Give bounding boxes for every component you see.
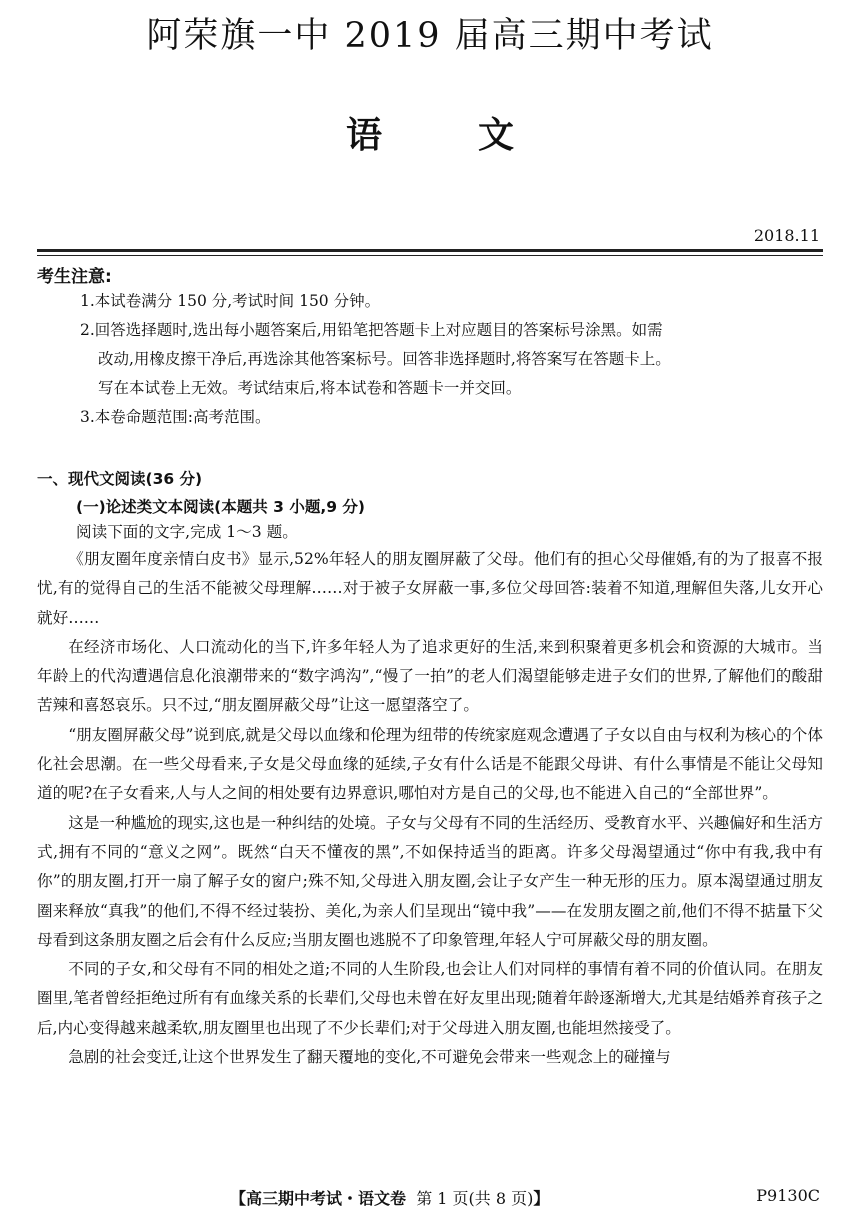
reading-instruction: 阅读下面的文字,完成 1～3 题。 <box>76 523 298 541</box>
passage-paragraph-4: 这是一种尴尬的现实,这也是一种纠结的处境。子女与父母有不同的生活经历、受教育水平、兴趣偏好和生活方式,拥有不同的“意义之网”。既然“白天不懂夜的黑”,不如保持适当的距离。许多父母渴望通过“你中有我,我中有你”的朋友圈,打开一扇了解子女的窗户;殊不知,父母进入朋友圈,会让子女产生一种无形的压力。原本渴望通过朋友圈来释放“真我”的他们,不得不经过装扮、美化,为亲人们呈现出“镜中我”——在发朋友圈之前,他们不得不掂量下父母看到这条朋友圈之后会有什么反应;当朋友圈也逃脱不了印象管理,年轻人宁可屏蔽父母的朋友圈。 <box>37 813 823 949</box>
subsection-title: (一)论述类文本阅读(本题共 3 小题,9 分) <box>76 498 365 516</box>
notice-item-2b: 改动,用橡皮擦干净后,再选涂其他答案标号。回答非选择题时,将答案写在答题卡上。 <box>98 350 671 368</box>
page-footer <box>230 1186 549 1209</box>
section-title: 一、现代文阅读(36 分) <box>37 470 203 488</box>
footer-bracket-right: 】 <box>533 1189 550 1208</box>
notice-item-1: 1.本试卷满分 150 分,考试时间 150 分钟。 <box>80 292 381 310</box>
subject-char-1: 语 <box>345 115 382 156</box>
header-rule-thin <box>37 255 823 256</box>
notice-item-3: 3.本卷命题范围:高考范围。 <box>80 408 271 426</box>
notice-item-2c: 写在本试卷上无效。考试结束后,将本试卷和答题卡一并交回。 <box>98 379 522 397</box>
header-rule-thick <box>37 249 823 252</box>
passage-paragraph-6: 急剧的社会变迁,让这个世界发生了翻天覆地的变化,不可避免会带来一些观念上的碰撞与 <box>68 1048 671 1067</box>
exam-date: 2018.11 <box>753 226 820 245</box>
passage <box>37 545 823 1072</box>
notice-item-2a: 2.回答选择题时,选出每小题答案后,用铅笔把答题卡上对应题目的答案标号涂黑。如需 <box>80 321 663 339</box>
footer-exam-name: 高三期中考试・语文卷 <box>246 1189 407 1208</box>
notice-title: 考生注意: <box>37 267 112 287</box>
passage-paragraph-1: 《朋友圈年度亲情白皮书》显示,52%年轻人的朋友圈屏蔽了父母。他们有的担心父母催婚,有的为了报喜不报忧,有的觉得自己的生活不能被父母理解……对于被子女屏蔽一事,多位父母回答:装着不知道,理解但失落,儿女开心就好…… <box>37 550 823 627</box>
notice-list <box>80 287 830 432</box>
subject-title <box>0 112 860 160</box>
passage-paragraph-5: 不同的子女,和父母有不同的相处之道;不同的人生阶段,也会让人们对同样的事情有着不同的价值认同。在朋友圈里,笔者曾经拒绝过所有有血缘关系的长辈们,父母也未曾在好友里出现;随着年龄逐渐增大,尤其是结婚养育孩子之后,内心变得越来越柔软,朋友圈里也出现了不少长辈们;对于父母进入朋友圈,也能坦然接受了。 <box>37 960 823 1037</box>
passage-paragraph-3: “朋友圈屏蔽父母”说到底,就是父母以血缘和伦理为纽带的传统家庭观念遭遇了子女以自由与权利为核心的个体化社会思潮。在一些父母看来,子女是父母血缘的延续,子女有什么话是不能跟父母讲、有什么事情是不能让父母知道的呢?在子女看来,人与人之间的相处要有边界意识,哪怕对方是自己的父母,也不能进入自己的“全部世界”。 <box>37 725 823 803</box>
footer-page-number: 第 1 页(共 8 页) <box>416 1189 534 1208</box>
footer-bracket-left: 【 <box>230 1189 247 1208</box>
exam-title: 阿荣旗一中 2019 届高三期中考试 <box>146 16 714 56</box>
paper-code: P9130C <box>756 1186 820 1205</box>
passage-paragraph-2: 在经济市场化、人口流动化的当下,许多年轻人为了追求更好的生活,来到积聚着更多机会和资源的大城市。当年龄上的代沟遭遇信息化浪潮带来的“数字鸿沟”,“慢了一拍”的老人们渴望能够走进子女们的世界,了解他们的酸甜苦辣和喜怒哀乐。只不过,“朋友圈屏蔽父母”让这一愿望落空了。 <box>37 637 823 715</box>
subject-char-2: 文 <box>478 115 515 156</box>
